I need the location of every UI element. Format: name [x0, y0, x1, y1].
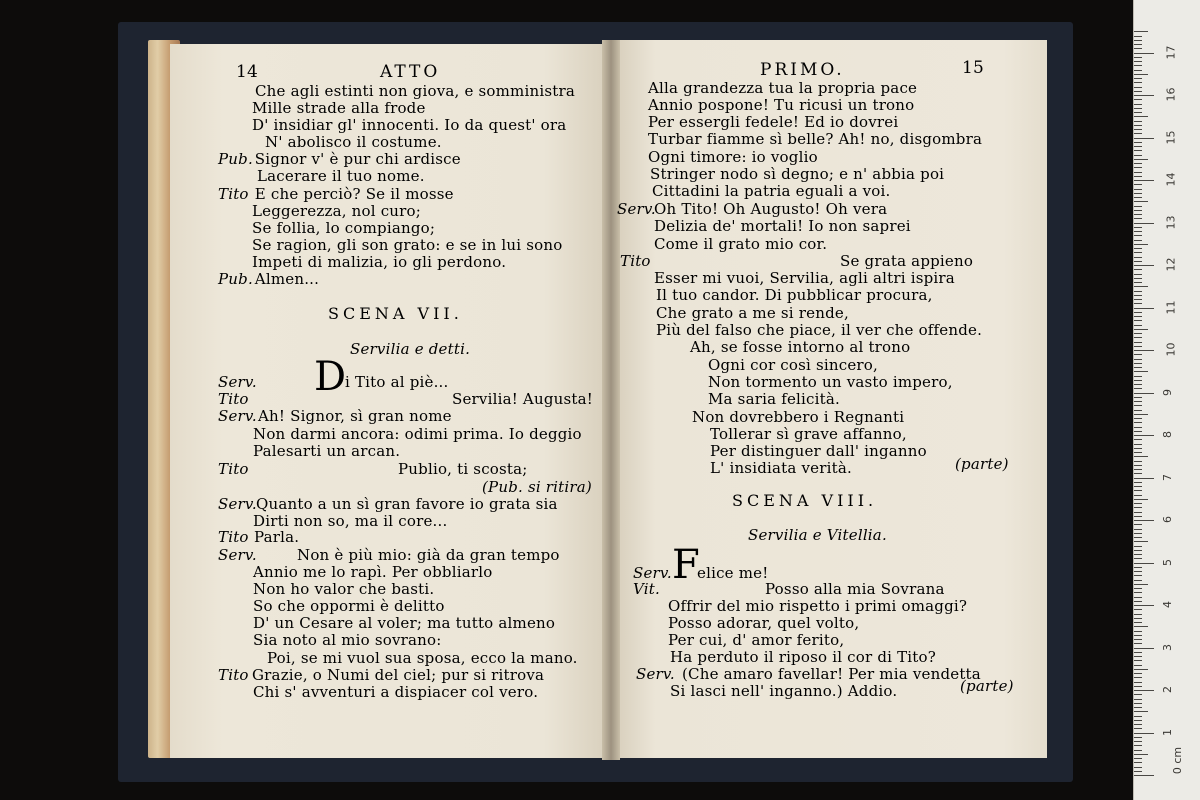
ruler-label: 13 — [1164, 215, 1178, 229]
ruler-tick — [1134, 278, 1142, 279]
ruler-tick — [1134, 558, 1142, 559]
verse-line: Lacerare il tuo nome. — [257, 167, 425, 185]
ruler-tick — [1134, 129, 1142, 130]
verse-line: Publio, ti scosta; — [398, 460, 528, 478]
running-head: ATTO — [380, 62, 441, 82]
verse-line: Per distinguer dall' inganno — [710, 442, 927, 460]
ruler-tick — [1134, 686, 1142, 687]
ruler-tick — [1134, 359, 1142, 360]
speaker-label: Serv. — [218, 546, 257, 564]
ruler-tick — [1134, 393, 1154, 394]
ruler-tick — [1134, 448, 1142, 449]
ruler-tick — [1134, 422, 1142, 423]
verse-line: Come il grato mio cor. — [654, 235, 828, 253]
ruler-tick — [1134, 70, 1142, 71]
ruler-label: 16 — [1164, 87, 1178, 102]
speaker-label: Serv. — [633, 564, 672, 582]
ruler-tick — [1134, 452, 1142, 453]
verse-line: L' insidiata verità. — [710, 459, 852, 477]
scene-title: SCENA VIII. — [732, 491, 878, 510]
ruler-tick — [1134, 82, 1142, 83]
measuring-ruler — [1133, 0, 1200, 800]
ruler-tick — [1134, 614, 1142, 615]
ruler-tick — [1134, 74, 1148, 75]
ruler-tick — [1134, 631, 1142, 632]
ruler-tick — [1134, 418, 1142, 419]
ruler-tick — [1134, 473, 1142, 474]
ruler-tick — [1134, 257, 1142, 258]
ruler-tick — [1134, 308, 1154, 309]
ruler-tick — [1134, 499, 1148, 500]
verse-line: Ah, se fosse intorno al trono — [690, 338, 911, 356]
speaker-label: Vit. — [633, 580, 660, 598]
ruler-tick — [1134, 584, 1148, 585]
ruler-tick — [1134, 537, 1142, 538]
ruler-tick — [1134, 291, 1142, 292]
ruler-tick — [1134, 639, 1142, 640]
ruler-tick — [1134, 184, 1142, 185]
ruler-tick — [1134, 503, 1142, 504]
verse-line: i Tito al piè... — [345, 373, 449, 391]
ruler-tick — [1134, 155, 1142, 156]
ruler-tick — [1134, 439, 1142, 440]
verse-line: elice me! — [697, 564, 769, 582]
ruler-tick — [1134, 189, 1142, 190]
ruler-tick — [1134, 218, 1142, 219]
ruler-tick — [1134, 320, 1142, 321]
verse-line: Più del falso che piace, il ver che offende. — [656, 321, 983, 339]
ruler-tick — [1134, 48, 1142, 49]
ruler-tick — [1134, 44, 1142, 45]
ruler-tick — [1134, 431, 1142, 432]
ruler-tick — [1134, 405, 1142, 406]
ruler-tick — [1134, 711, 1148, 712]
ruler-tick — [1134, 240, 1142, 241]
ruler-tick — [1134, 325, 1142, 326]
ruler-tick — [1134, 490, 1142, 491]
ruler-tick — [1134, 414, 1148, 415]
ruler-tick — [1134, 665, 1142, 666]
ruler-tick — [1134, 159, 1148, 160]
ruler-tick — [1134, 214, 1142, 215]
ruler-tick — [1134, 104, 1142, 105]
ruler-tick — [1134, 469, 1142, 470]
verse-line: Per essergli fedele! Ed io dovrei — [648, 113, 899, 131]
ruler-tick — [1134, 354, 1142, 355]
ruler-tick — [1134, 231, 1142, 232]
ruler-label: 10 — [1164, 342, 1178, 357]
verse-line: Non dovrebbero i Regnanti — [692, 408, 905, 426]
verse-line: Alla grandezza tua la propria pace — [648, 79, 918, 97]
ruler-tick — [1134, 397, 1142, 398]
ruler-tick — [1134, 478, 1154, 479]
ruler-tick — [1134, 575, 1142, 576]
ruler-tick — [1134, 112, 1142, 113]
ruler-tick — [1134, 95, 1154, 96]
verse-line: Si lasci nell' inganno.) Addio. — [670, 682, 898, 700]
verse-line: Non tormento un vasto impero, — [708, 373, 953, 391]
ruler-label: 17 — [1164, 45, 1178, 59]
ruler-tick — [1134, 265, 1154, 266]
ruler-tick — [1134, 635, 1142, 636]
speaker-label: Tito — [218, 528, 249, 546]
verse-line: E che perciò? Se il mosse — [254, 185, 454, 203]
ruler-tick — [1134, 235, 1142, 236]
verse-line: So che oppormi è delitto — [253, 597, 445, 615]
ruler-tick — [1134, 520, 1154, 521]
ruler-tick — [1134, 388, 1142, 389]
ruler-tick — [1134, 350, 1154, 351]
ruler-tick — [1134, 167, 1142, 168]
ruler-tick — [1134, 303, 1142, 304]
ruler-tick — [1134, 677, 1142, 678]
verse-line: Poi, se mi vuol sua sposa, ecco la mano. — [267, 649, 578, 667]
ruler-label: 4 — [1161, 601, 1174, 608]
ruler-tick — [1134, 707, 1142, 708]
ruler-tick — [1134, 193, 1142, 194]
ruler-tick — [1134, 99, 1142, 100]
verse-line: Ogni cor così sincero, — [708, 356, 878, 374]
verse-line: Non darmi ancora: odimi prima. Io deggio — [253, 425, 582, 443]
ruler-tick — [1134, 53, 1154, 54]
ruler-tick — [1134, 197, 1142, 198]
speaker-label: Serv. — [617, 200, 656, 218]
ruler-tick — [1134, 703, 1142, 704]
ruler-tick — [1134, 656, 1142, 657]
ruler-tick — [1134, 121, 1142, 122]
ruler-tick — [1134, 65, 1142, 66]
verse-line: Quanto a un sì gran favore io grata sia — [256, 495, 558, 513]
speaker-label: Serv. — [218, 495, 257, 513]
verse-line: (Che amaro favellar! Per mia vendetta — [682, 665, 981, 683]
ruler-tick — [1134, 507, 1142, 508]
verse-line: Stringer nodo sì degno; e n' abbia poi — [650, 165, 945, 183]
ruler-label: 15 — [1164, 130, 1178, 144]
ruler-tick — [1134, 223, 1154, 224]
ruler-tick — [1134, 546, 1142, 547]
ruler-tick — [1134, 597, 1142, 598]
ruler-tick — [1134, 87, 1142, 88]
ruler-tick — [1134, 512, 1142, 513]
ruler-tick — [1134, 206, 1142, 207]
ruler-label: 14 — [1164, 172, 1178, 187]
speaker-label: Tito — [218, 185, 249, 203]
ruler-tick — [1134, 316, 1142, 317]
ruler-tick — [1134, 444, 1142, 445]
ruler-tick — [1134, 762, 1142, 763]
ruler-tick — [1134, 248, 1142, 249]
ruler-tick — [1134, 724, 1142, 725]
ruler-tick — [1134, 116, 1148, 117]
ruler-tick — [1134, 172, 1142, 173]
ruler-tick — [1134, 410, 1142, 411]
ruler-label: 1 — [1161, 728, 1174, 736]
ruler-tick — [1134, 40, 1142, 41]
ruler-tick — [1134, 728, 1142, 729]
ruler-tick — [1134, 337, 1142, 338]
ruler-tick — [1134, 312, 1142, 313]
ruler-tick — [1134, 282, 1142, 283]
verse-line: Non è più mio: già da gran tempo — [297, 546, 560, 564]
verse-line: Per cui, d' amor ferito, — [668, 631, 845, 649]
speaker-label: Tito — [218, 460, 249, 478]
verse-line: N' abolisco il costume. — [265, 133, 442, 151]
ruler-tick — [1134, 371, 1148, 372]
ruler-tick — [1134, 31, 1148, 32]
verse-line: Ha perduto il riposo il cor di Tito? — [670, 648, 936, 666]
ruler-tick — [1134, 605, 1154, 606]
ruler-tick — [1134, 741, 1142, 742]
ruler-tick — [1134, 36, 1142, 37]
ruler-tick — [1134, 269, 1142, 270]
verse-line: Leggerezza, nol curo; — [252, 202, 422, 220]
ruler-tick — [1134, 516, 1142, 517]
ruler-label: 3 — [1161, 643, 1174, 651]
ruler-tick — [1134, 244, 1148, 245]
ruler-tick — [1134, 643, 1142, 644]
ruler-tick — [1134, 592, 1142, 593]
verse-line: Posso alla mia Sovrana — [765, 580, 945, 598]
verse-line: Posso adorar, quel volto, — [668, 614, 860, 632]
verse-line: Offrir del mio rispetto i primi omaggi? — [668, 597, 968, 615]
ruler-tick — [1134, 125, 1142, 126]
verse-line: Grazie, o Numi del ciel; pur si ritrova — [252, 666, 545, 684]
ruler-tick — [1134, 529, 1142, 530]
verse-line: Impeti di malizia, io gli perdono. — [252, 253, 507, 271]
ruler-tick — [1134, 461, 1142, 462]
verse-line: Delizia de' mortali! Io non saprei — [654, 217, 911, 235]
scene-title: SCENA VII. — [328, 304, 463, 323]
ruler-label: 12 — [1164, 257, 1178, 272]
verse-line: Annio pospone! Tu ricusi un trono — [648, 96, 915, 114]
ruler-tick — [1134, 626, 1148, 627]
verse-line: Il tuo candor. Di pubblicar procura, — [656, 286, 933, 304]
ruler-tick — [1134, 367, 1142, 368]
verse-line: Signor v' è pur chi ardisce — [254, 150, 461, 168]
verse-line: Chi s' avventuri a dispiacer col vero. — [253, 683, 539, 701]
ruler-tick — [1134, 716, 1142, 717]
ruler-tick — [1134, 435, 1154, 436]
ruler-tick — [1134, 495, 1142, 496]
verse-line: Tollerar sì grave affanno, — [710, 425, 907, 443]
verse-line: Ogni timore: io voglio — [648, 148, 818, 166]
ruler-tick — [1134, 533, 1142, 534]
ruler-tick — [1134, 363, 1142, 364]
ruler-tick — [1134, 146, 1142, 147]
ruler-tick — [1134, 163, 1142, 164]
verse-line: Parla. — [254, 528, 300, 546]
ruler-label: 9 — [1161, 388, 1174, 396]
ruler-tick — [1134, 176, 1142, 177]
ruler-tick — [1134, 299, 1142, 300]
verse-line: Annio me lo rapì. Per obbliarlo — [253, 563, 493, 581]
ruler-tick — [1134, 733, 1154, 734]
ruler-tick — [1134, 286, 1148, 287]
ruler-tick — [1134, 333, 1142, 334]
stage-direction: (Pub. si ritira) — [482, 478, 592, 496]
drop-cap: F — [672, 542, 700, 588]
ruler-tick — [1134, 758, 1142, 759]
speaker-label: Tito — [218, 666, 249, 684]
ruler-tick — [1134, 571, 1142, 572]
page-number: 15 — [962, 58, 985, 78]
ruler-tick — [1134, 261, 1142, 262]
ruler-tick — [1134, 750, 1142, 751]
ruler-tick — [1134, 550, 1142, 551]
ruler-tick — [1134, 648, 1154, 649]
ruler-label: 6 — [1161, 516, 1174, 523]
ruler-tick — [1134, 767, 1142, 768]
ruler-tick — [1134, 694, 1142, 695]
ruler-tick — [1134, 274, 1142, 275]
ruler-tick — [1134, 150, 1142, 151]
verse-line: Esser mi vuoi, Servilia, agli altri ispira — [654, 269, 955, 287]
speaker-label: Tito — [620, 252, 651, 270]
verse-line: Almen... — [254, 270, 320, 288]
ruler-label: 5 — [1161, 558, 1174, 566]
ruler-tick — [1134, 524, 1142, 525]
ruler-tick — [1134, 601, 1142, 602]
ruler-tick — [1134, 346, 1142, 347]
ruler-tick — [1134, 78, 1142, 79]
verse-line: Che agli estinti non giova, e somministra — [255, 82, 575, 100]
speaker-label: Tito — [218, 390, 249, 408]
stage-direction: (parte) — [955, 455, 1009, 473]
drop-cap: D — [314, 354, 347, 400]
ruler-tick — [1134, 699, 1142, 700]
speaker-label: Serv. — [636, 665, 675, 683]
verse-line: Sia noto al mio sovrano: — [253, 631, 442, 649]
verse-line: Ah! Signor, sì gran nome — [258, 407, 452, 425]
ruler-tick — [1134, 376, 1142, 377]
ruler-tick — [1134, 427, 1142, 428]
verse-line: Se ragion, gli son grato: e se in lui sono — [252, 236, 563, 254]
ruler-tick — [1134, 652, 1142, 653]
ruler-label: 11 — [1164, 300, 1178, 314]
ruler-tick — [1134, 295, 1142, 296]
verse-line: Cittadini la patria eguali a voi. — [652, 182, 891, 200]
ruler-tick — [1134, 775, 1154, 776]
ruler-tick — [1134, 541, 1148, 542]
verse-line: Non ho valor che basti. — [253, 580, 435, 598]
verse-line: Servilia! Augusta! — [452, 390, 593, 408]
ruler-tick — [1134, 142, 1142, 143]
ruler-tick — [1134, 567, 1142, 568]
verse-line: Oh Tito! Oh Augusto! Oh vera — [654, 200, 888, 218]
ruler-tick — [1134, 91, 1142, 92]
ruler-tick — [1134, 622, 1142, 623]
ruler-label: 7 — [1161, 473, 1174, 481]
ruler-tick — [1134, 660, 1142, 661]
ruler-tick — [1134, 737, 1142, 738]
verse-line: Se follia, lo compiango; — [252, 219, 436, 237]
verse-line: Ma saria felicità. — [708, 390, 840, 408]
ruler-tick — [1134, 180, 1154, 181]
ruler-tick — [1134, 465, 1142, 466]
ruler-tick — [1134, 329, 1148, 330]
ruler-tick — [1134, 384, 1142, 385]
ruler-tick — [1134, 554, 1142, 555]
speaker-label: Pub. — [218, 270, 253, 288]
page-number: 14 — [236, 62, 259, 82]
running-head: PRIMO. — [760, 60, 845, 80]
ruler-tick — [1134, 108, 1142, 109]
speaker-label: Serv. — [218, 373, 257, 391]
ruler-tick — [1134, 210, 1142, 211]
ruler-label: 8 — [1161, 431, 1174, 438]
verse-line: Palesarti un arcan. — [253, 442, 401, 460]
ruler-tick — [1134, 456, 1148, 457]
scene-subtitle: Servilia e detti. — [350, 340, 471, 358]
ruler-tick — [1134, 342, 1142, 343]
ruler-label: 2 — [1161, 686, 1174, 693]
scene-subtitle: Servilia e Vitellia. — [748, 526, 887, 544]
ruler-tick — [1134, 482, 1142, 483]
ruler-tick — [1134, 138, 1154, 139]
ruler-tick — [1134, 201, 1148, 202]
speaker-label: Pub. — [218, 150, 253, 168]
stage-direction: (parte) — [960, 677, 1014, 695]
ruler-tick — [1134, 401, 1142, 402]
ruler-tick — [1134, 380, 1142, 381]
verse-line: Che grato a me si rende, — [656, 304, 849, 322]
ruler-tick — [1134, 61, 1142, 62]
ruler-tick — [1134, 227, 1142, 228]
verse-line: Se grata appieno — [840, 252, 974, 270]
ruler-tick — [1134, 682, 1142, 683]
ruler-tick — [1134, 745, 1142, 746]
ruler-label: 0 cm — [1171, 746, 1185, 775]
ruler-tick — [1134, 252, 1142, 253]
book-gutter — [602, 40, 620, 760]
verse-line: Turbar fiamme sì belle? Ah! no, disgombra — [648, 130, 983, 148]
ruler-tick — [1134, 771, 1142, 772]
ruler-tick — [1134, 563, 1154, 564]
verse-line: D' un Cesare al voler; ma tutto almeno — [253, 614, 556, 632]
ruler-tick — [1134, 580, 1142, 581]
ruler-tick — [1134, 609, 1142, 610]
ruler-tick — [1134, 720, 1142, 721]
ruler-tick — [1134, 57, 1142, 58]
ruler-tick — [1134, 754, 1148, 755]
speaker-label: Serv. — [218, 407, 257, 425]
ruler-tick — [1134, 690, 1154, 691]
ruler-tick — [1134, 673, 1142, 674]
verse-line: Mille strade alla frode — [252, 99, 426, 117]
ruler-tick — [1134, 669, 1148, 670]
ruler-tick — [1134, 486, 1142, 487]
ruler-tick — [1134, 618, 1142, 619]
ruler-tick — [1134, 133, 1142, 134]
verse-line: Dirti non so, ma il core... — [253, 512, 448, 530]
ruler-tick — [1134, 588, 1142, 589]
verse-line: D' insidiar gl' innocenti. Io da quest' ora — [252, 116, 567, 134]
